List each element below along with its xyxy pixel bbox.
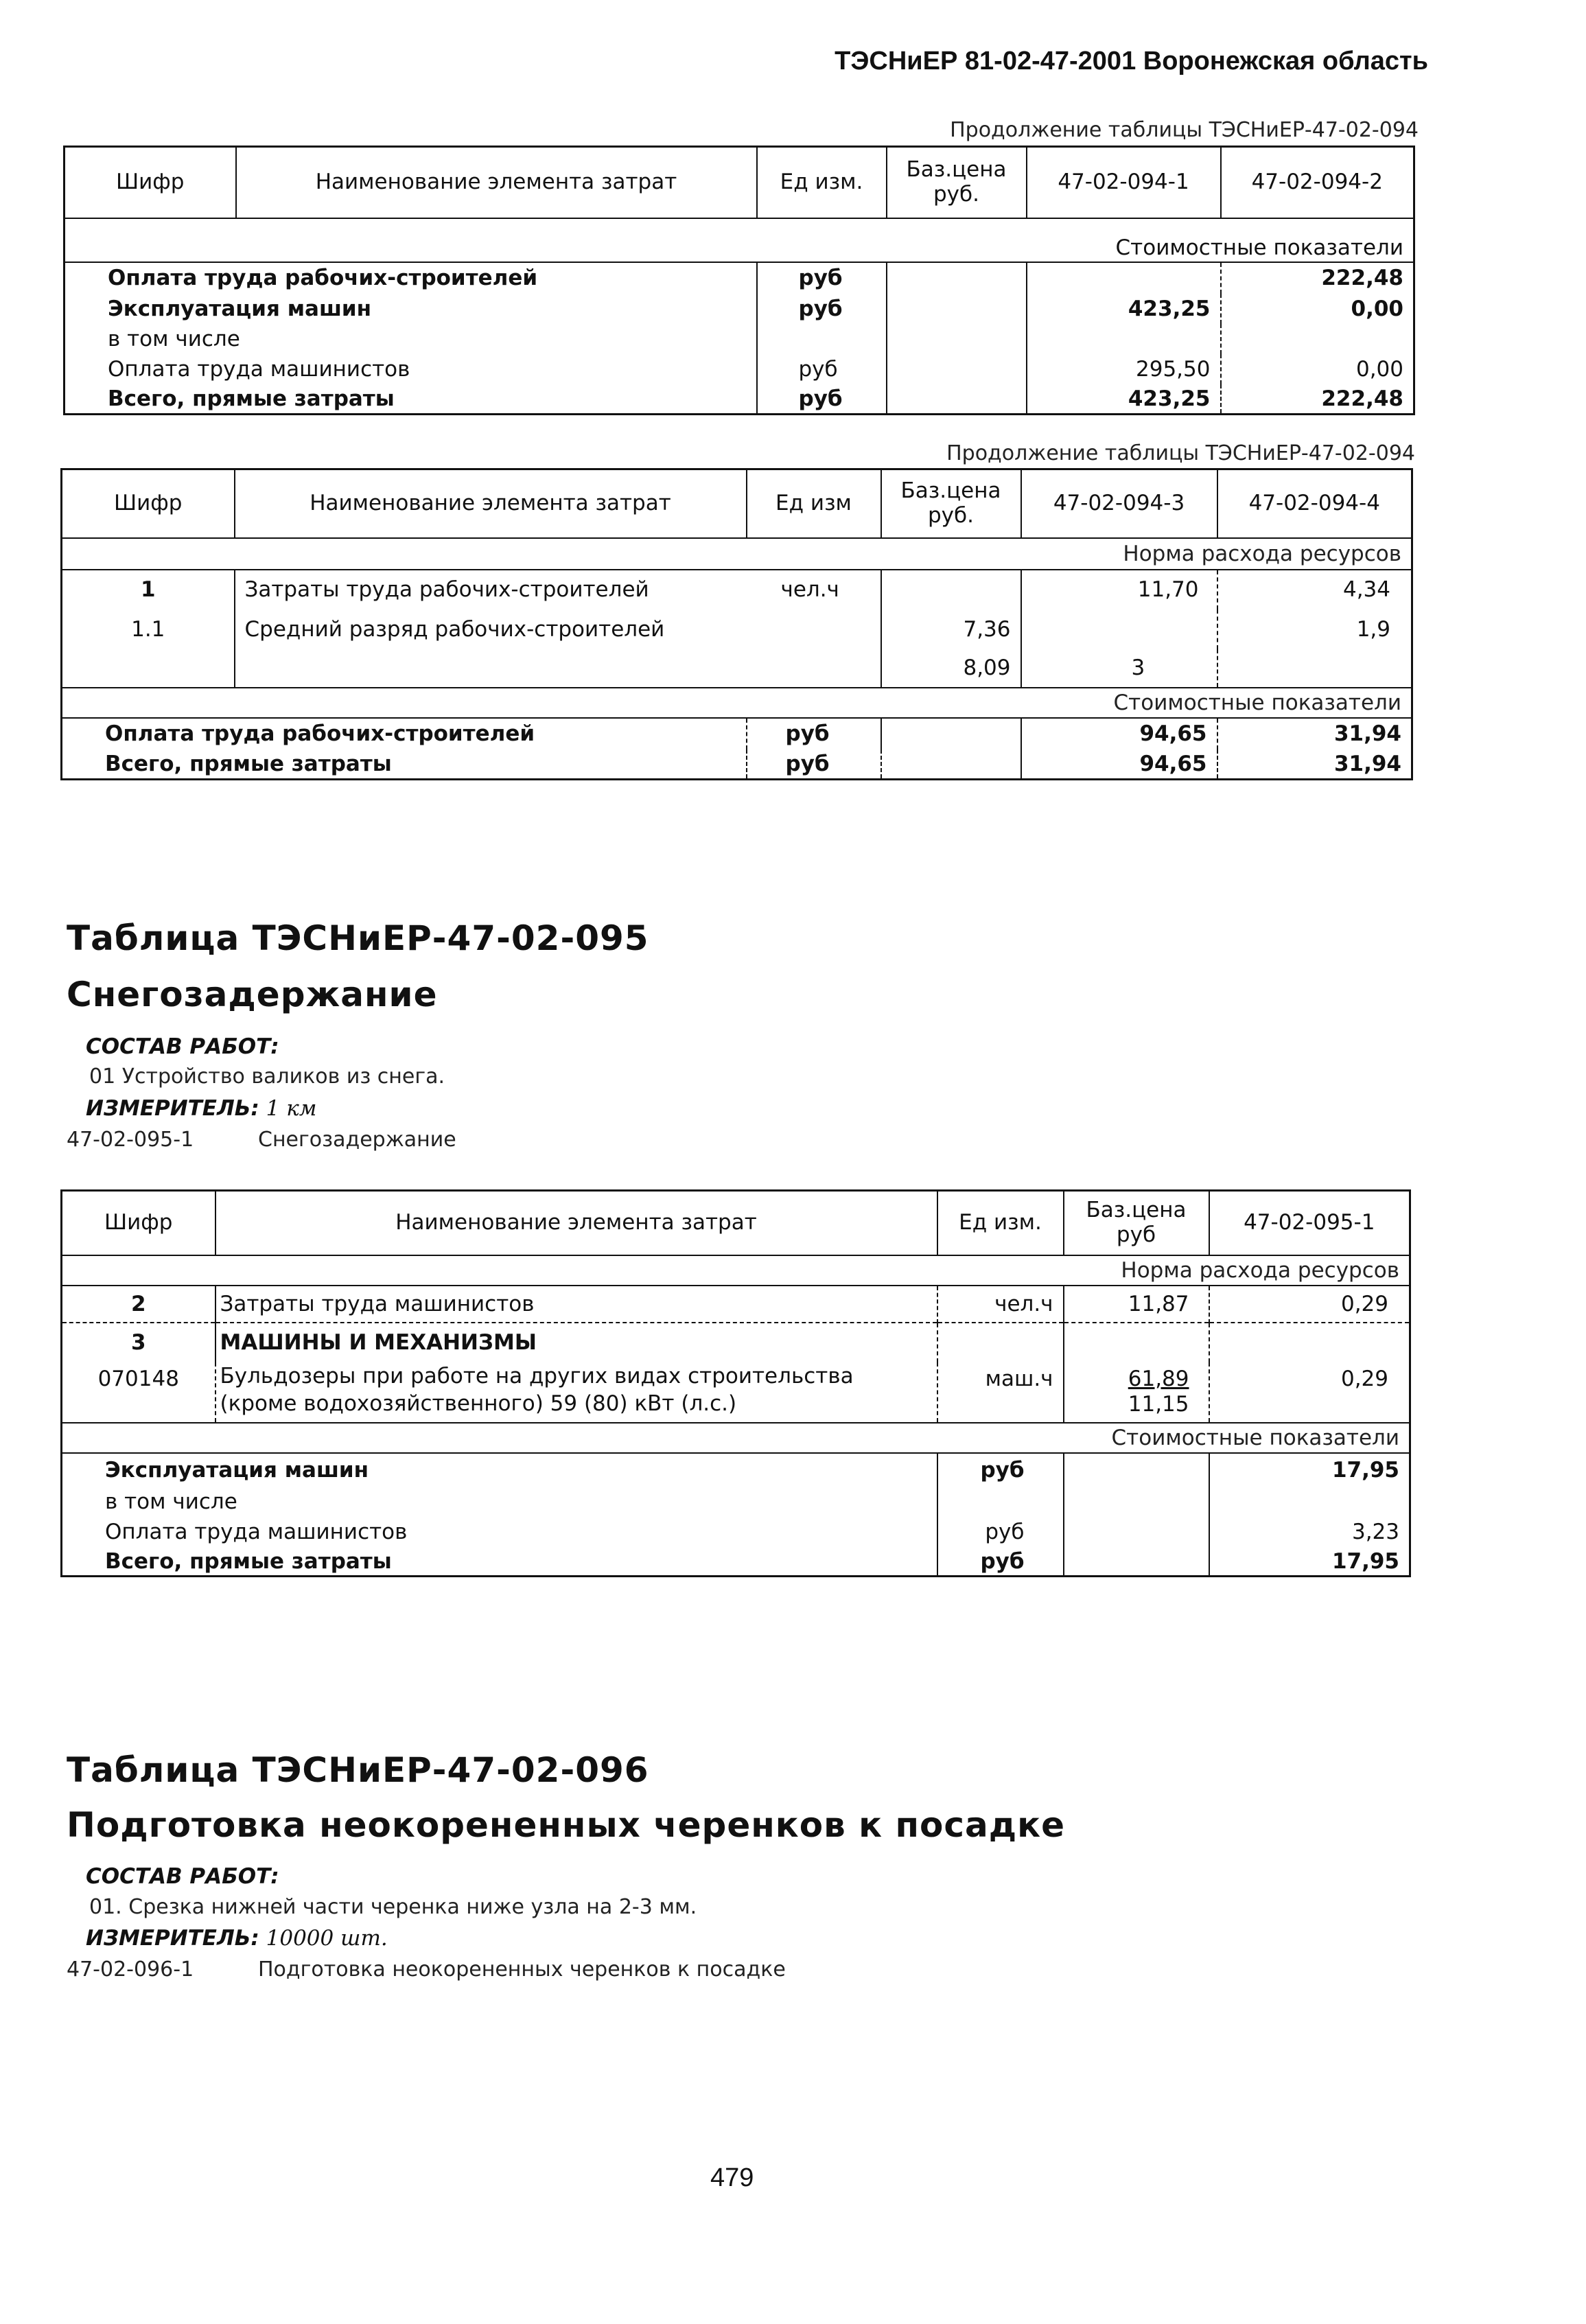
section-096-works: 01. Срезка нижней части черенка ниже узла на 2-3 мм.: [89, 1895, 697, 1919]
col-header-47-02-094-4: 47-02-094-4: [1217, 469, 1412, 538]
table2: [60, 468, 1413, 780]
section-095-meter: ИЗМЕРИТЕЛЬ: 1 км: [86, 1096, 317, 1121]
col-header-code: Шифр: [104, 1209, 173, 1235]
table3-section-norm: Норма расхода ресурсов: [62, 1255, 1410, 1286]
table2-section-cost: Стоимостные показатели: [62, 688, 1412, 718]
col-header-price: Баз.цена руб.: [881, 469, 1021, 538]
col-header-unit: Ед изм.: [937, 1191, 1064, 1255]
col-header-47-02-094-2: 47-02-094-2: [1221, 147, 1414, 218]
col-header-name: Наименование элемента затрат: [235, 469, 747, 538]
col-header-code: Шифр: [116, 169, 185, 194]
section-096-subtitle: Подготовка неокорененных черенков к посадке: [67, 1805, 1065, 1845]
table1: [63, 146, 1415, 415]
section-096-title: Таблица ТЭСНиЕР-47-02-096: [67, 1750, 649, 1790]
table-row: 3 МАШИНЫ И МЕХАНИЗМЫ: [62, 1323, 1410, 1362]
section-095-subtitle: Снегозадержание: [67, 975, 438, 1014]
col-header-47-02-094-3: 47-02-094-3: [1021, 469, 1217, 538]
section-096-works-label: СОСТАВ РАБОТ:: [86, 1864, 279, 1889]
section-095-code-name: Снегозадержание: [258, 1128, 456, 1152]
col-header-unit: Ед изм: [747, 469, 881, 538]
running-header: ТЭСНиЕР 81-02-47-2001 Воронежская область: [835, 47, 1428, 75]
col-header-code: Шифр: [114, 490, 183, 515]
col-header-price: Баз.цена руб.: [887, 147, 1027, 218]
table-row: Оплата труда машинистов руб 295,50 0,00: [65, 354, 1414, 384]
table-row: в том числе: [65, 324, 1414, 354]
table-row: Оплата труда рабочих-строителей руб 222,48: [65, 262, 1414, 294]
table-row: Всего, прямые затраты руб 17,95: [62, 1548, 1410, 1577]
section-096-meter: ИЗМЕРИТЕЛЬ: 10000 шт.: [86, 1926, 388, 1951]
col-header-47-02-095-1: 47-02-095-1: [1209, 1191, 1410, 1255]
table1-section-cost: Стоимостные показатели: [65, 235, 1414, 262]
table-row: 2 Затраты труда машинистов чел.ч 11,87 0,29: [62, 1286, 1410, 1323]
col-header-name: Наименование элемента затрат: [236, 147, 757, 218]
table-row: в том числе: [62, 1487, 1410, 1516]
table-row: Оплата труда рабочих-строителей руб 94,65 31,94: [62, 718, 1412, 750]
table-row: Всего, прямые затраты руб 94,65 31,94: [62, 750, 1412, 780]
table1-continuation: Продолжение таблицы ТЭСНиЕР-47-02-094: [950, 118, 1419, 142]
table3: [60, 1189, 1411, 1577]
section-095-title: Таблица ТЭСНиЕР-47-02-095: [67, 918, 649, 958]
table-row: 070148 Бульдозеры при работе на других видах строительства (кроме водохозяйственного) 59 (80) кВт (л.с.) маш.ч 61,89 11,15 0,29: [62, 1362, 1410, 1423]
section-096-code: 47-02-096-1: [67, 1957, 194, 1982]
section-095-works-label: СОСТАВ РАБОТ:: [86, 1034, 279, 1059]
table-row: Оплата труда машинистов руб 3,23: [62, 1516, 1410, 1548]
table-row: 1 Затраты труда рабочих-строителей чел.ч 11,70 4,34: [62, 570, 1412, 609]
table-row: Эксплуатация машин руб 17,95: [62, 1453, 1410, 1487]
table2-section-norm: Норма расхода ресурсов: [62, 538, 1412, 570]
table-row: 8,09 3: [62, 649, 1412, 688]
col-header-name: Наименование элемента затрат: [215, 1191, 937, 1255]
section-095-works: 01 Устройство валиков из снега.: [89, 1065, 445, 1089]
table2-continuation: Продолжение таблицы ТЭСНиЕР-47-02-094: [946, 441, 1415, 465]
section-096-code-name: Подготовка неокорененных черенков к посадке: [258, 1957, 786, 1982]
table-row: 1.1 Средний разряд рабочих-строителей 7,36 1,9: [62, 609, 1412, 649]
table-row: Всего, прямые затраты руб 423,25 222,48: [65, 384, 1414, 415]
table3-section-cost: Стоимостные показатели: [62, 1423, 1410, 1453]
table-row: Эксплуатация машин руб 423,25 0,00: [65, 294, 1414, 324]
section-095-code: 47-02-095-1: [67, 1128, 194, 1152]
col-header-47-02-094-1: 47-02-094-1: [1027, 147, 1221, 218]
page-number: 479: [710, 2163, 754, 2192]
col-header-price: Баз.цена руб: [1064, 1191, 1209, 1255]
col-header-unit: Ед изм.: [757, 147, 887, 218]
